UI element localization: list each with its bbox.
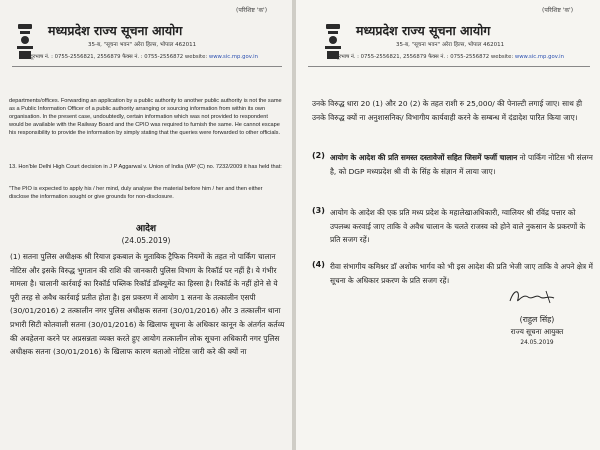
letterhead-contact <box>336 52 564 60</box>
letterhead-title: मध्यप्रदेश राज्य सूचना आयोग <box>48 23 183 38</box>
court-citation: 13. Hon'ble Delhi High Court decision in J P Aggarwal v. Union of India (WP (C) no. 7232/2009 it has held that: <box>9 164 282 170</box>
letterhead <box>0 0 292 78</box>
order-point-1: (1) सतना पुलिस अधीक्षक श्री रियाज इकबाल के मुताबिक ट्रैफिक नियमों के तहत नो पार्किंग चालान नोटिस और इसके विरुद्ध भुगतान की राशि की जानकारी पुलिस विभाग के रिकॉर्ड पर नहीं है। ये गंभीर मामला है। चालानी कार्रवाई का रिकॉर्ड पब्लिक रिकॉर्ड डॉक्यूमेंट का हिस्सा है। रिकॉर्ड के नहीं होने से ये पूरी तरह से अवैध कार्रवाई प्रतीत होता है। इस प्रकरण में आयोग 1 सतना के तत्कालीन एसपी (30/01/2016) 2 तत्कालीन नगर पुलिस अधीक्षक सतना (30/01/2016) और 3 तत्कालीन थाना प्रभारी सिटी कोतवाली सतना (30/01/2016) के खिलाफ सूचना के अधिकार कानून के अंतर्गत कर्तव्य की अवहेलना करने पर अप्रसन्नता व्यक्त करते हुए आयोग तत्कालीन लोक सूचना अधिकारी नगर पुलिस अधीक्षक सतना (30/01/2016) के खिलाफ कारण बताओ नोटिस जारी करे की क्यों ना <box>10 252 285 357</box>
annexure-stamp: (परिशिष्ट 'क') <box>542 7 574 14</box>
letterhead-address: 35-ब, "सूचना भवन" अरेरा हिल्स, भोपाल 462011 <box>396 42 505 48</box>
letterhead-contact <box>30 52 258 60</box>
order-heading: आदेश <box>135 224 157 234</box>
signatory-designation: राज्य सूचना आयुक्त <box>510 327 564 336</box>
point-text: आयोग के आदेश की एक प्रति मध्य प्रदेश के महालेखाअधिकारी, ग्वालियर श्री रविंद्र पत्तार को उपलब्ध करवाई जाए ताकि वे अवैध चालान के चलते राजस्व को होने वाले नुकसान के प्रकरणों के प्रति सजग रहें। <box>330 208 586 245</box>
english-paragraph: departments/offices. Forwarding an application by a public authority to another public authority is not the same as a Public Information Officer of a public authority arranging or sourcing information from within its own organisation. In the present case, undoubtedly, certain information which was not provided to respondent would be available with the Railway Board and the CPIO was required to furnish the same. He cannot escape his responsibility to provide the information by simply stating that the queries were forwarded to other officials. <box>9 98 282 137</box>
website-link[interactable]: www.sic.mp.gov.in <box>208 54 258 60</box>
phone-line: दूरभाष नं. : 0755-2556821, 2556879 फैक्स नं. : 0755-2556872 website: <box>336 54 514 60</box>
letterhead-title: मध्यप्रदेश राज्य सूचना आयोग <box>356 23 491 38</box>
signature-scribble-icon <box>492 285 582 309</box>
order-point-4 <box>312 260 594 287</box>
order-date: (24.05.2019) <box>121 236 171 245</box>
phone-line: दूरभाष नं. : 0755-2556821, 2556879 फैक्स नं. : 0755-2556872 website: <box>30 54 208 60</box>
point-text-bold: आयोग के आदेश की प्रति समस्त दस्तावेजों सहित जिसमें फर्जी चालान <box>330 153 518 162</box>
website-link[interactable]: www.sic.mp.gov.in <box>514 54 564 60</box>
letterhead-divider <box>12 66 282 67</box>
order-point-2 <box>312 151 594 178</box>
point-text-rest: नो पार्किंग नोटिस भी संलग्न है, को DGP मध्यप्रदेश श्री वी के सिंह के संज्ञान में लाया जाए। <box>330 153 593 176</box>
letterhead-address: 35-ब, "सूचना भवन" अरेरा हिल्स, भोपाल 462011 <box>88 42 197 48</box>
order-point-1-continued: उनके विरुद्ध धारा 20 (1) और 20 (2) के तहत राशी रु 25,000/ की पेनाल्टी लगाई जाए। साथ ही उनके विरुद्ध क्यों ना अनुशासनिक/ विभागीय कार्यवाही करने के सम्बन्ध में दंडादेश पारित किया जाए। <box>312 99 583 122</box>
court-quote: "The PIO is expected to apply his / her mind, duly analyse the material before him / her and then either disclose the information sought or give grounds for non-disclosure. <box>9 186 263 201</box>
document-page-right <box>296 0 600 450</box>
letterhead <box>296 0 600 78</box>
signature-date: 24.05.2019 <box>520 340 554 346</box>
point-number: (2) <box>312 151 325 160</box>
annexure-stamp: (परिशिष्ट 'क') <box>236 7 268 14</box>
point-number: (4) <box>312 260 325 269</box>
signatory-name: (राहुल सिंह) <box>519 315 555 324</box>
signature-block <box>492 285 582 346</box>
order-point-3 <box>312 206 594 247</box>
point-text <box>330 151 594 178</box>
letterhead-divider <box>308 66 590 67</box>
document-page-left <box>0 0 292 450</box>
point-text: रीवा संभागीय कमिश्नर डॉ अशोक भार्गव को भी इस आदेश की प्रति भेजी जाए ताकि वे अपने क्षेत्र में सूचना के अधिकार प्रकरण के प्रति सजग रहें। <box>330 262 593 285</box>
point-number: (3) <box>312 206 325 215</box>
